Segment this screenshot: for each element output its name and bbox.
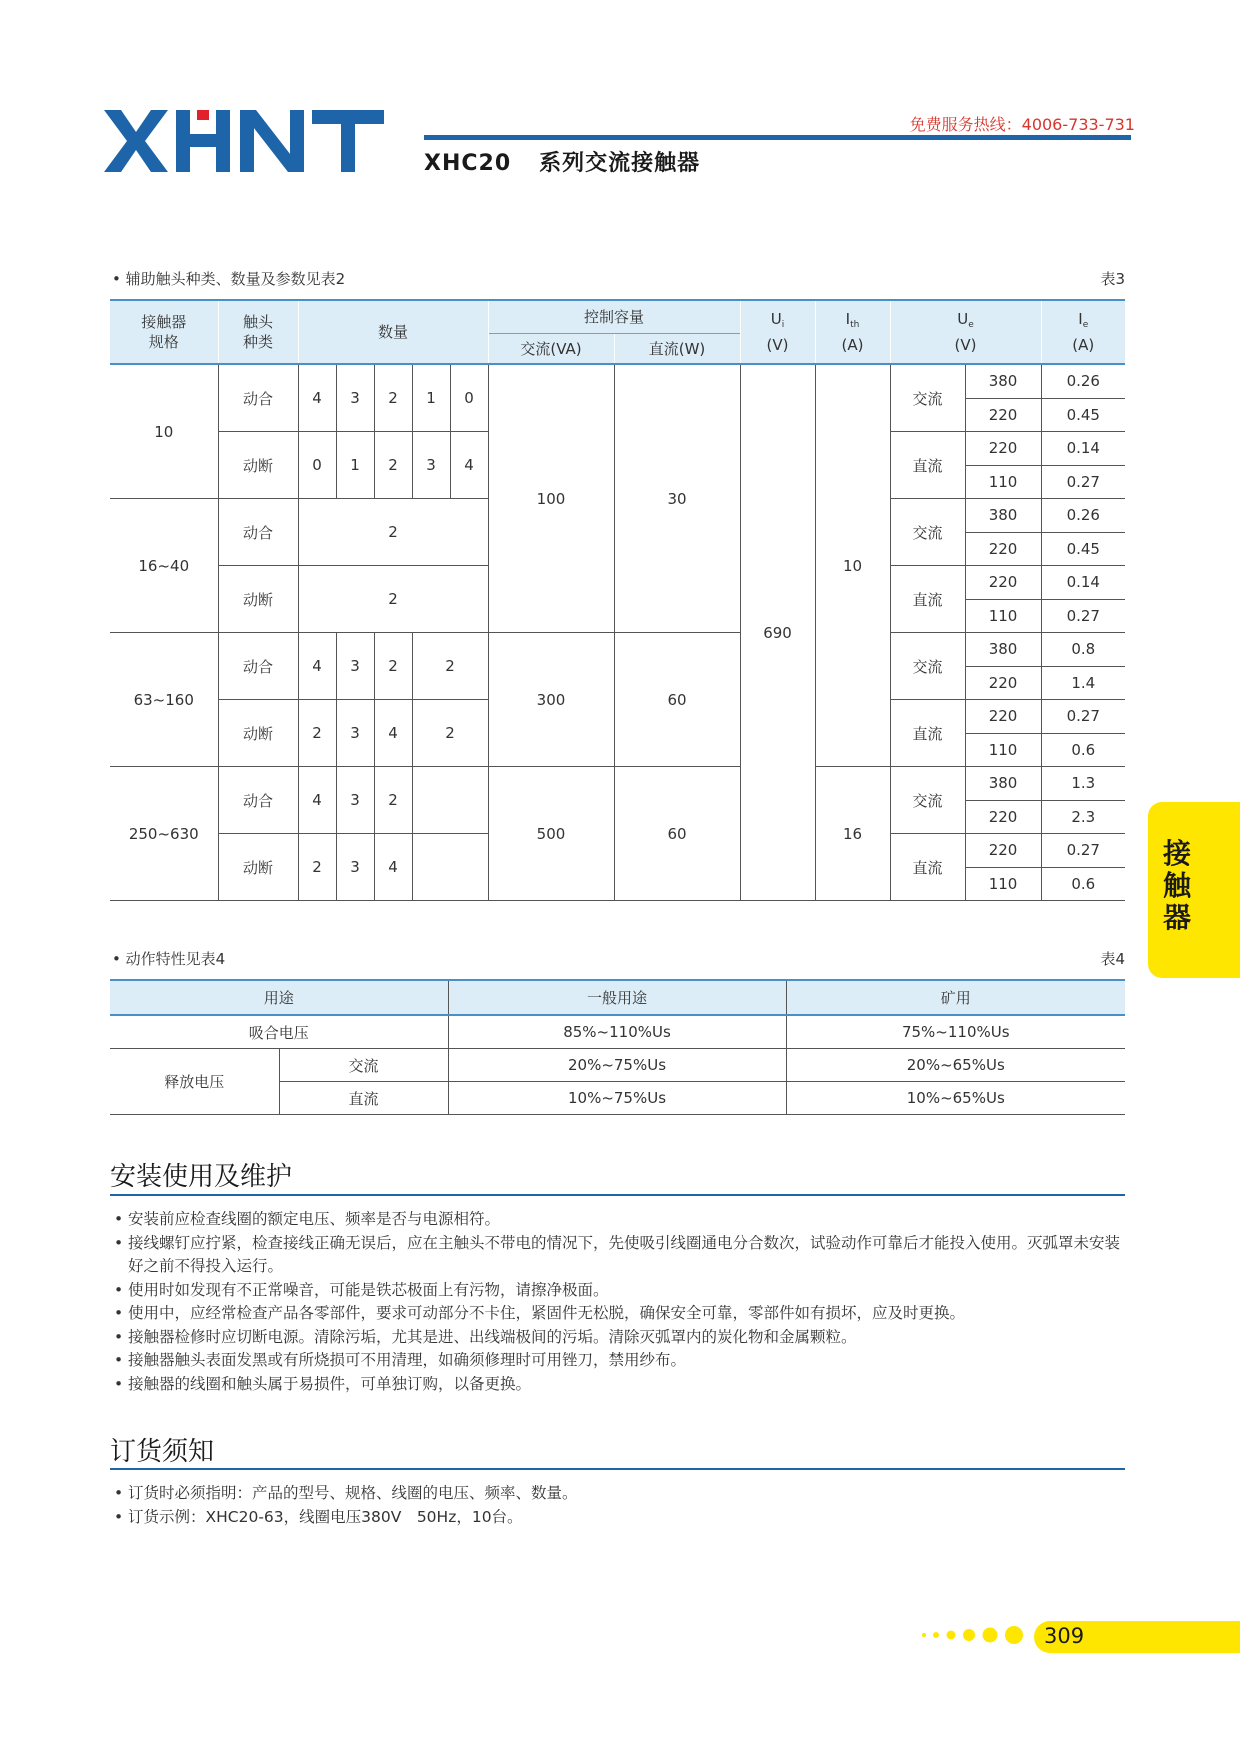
install-section-rule bbox=[110, 1194, 1125, 1196]
dc-w-cell: 30 bbox=[614, 364, 740, 633]
ith-cell: 10 bbox=[815, 364, 890, 767]
ie-cell: 2.3 bbox=[1041, 800, 1125, 834]
ie-cell: 0.26 bbox=[1041, 364, 1125, 398]
ue-cell: 110 bbox=[965, 465, 1041, 499]
ie-cell: 1.4 bbox=[1041, 666, 1125, 700]
current-type-cell: 交流 bbox=[890, 767, 965, 834]
ith-cell: 16 bbox=[815, 767, 890, 901]
ie-cell: 1.3 bbox=[1041, 767, 1125, 801]
install-section-title: 安装使用及维护 bbox=[110, 1162, 293, 1192]
ie-cell: 0.6 bbox=[1041, 733, 1125, 767]
header-dc-w: 直流(W) bbox=[614, 334, 740, 365]
ie-cell: 0.14 bbox=[1041, 432, 1125, 466]
ui-cell: 690 bbox=[740, 364, 815, 901]
contact-type-cell: 动断 bbox=[218, 700, 298, 767]
ue-cell: 220 bbox=[965, 566, 1041, 600]
contact-type-cell: 动合 bbox=[218, 364, 298, 432]
header-usage: 用途 bbox=[110, 980, 448, 1015]
ie-cell: 0.45 bbox=[1041, 398, 1125, 432]
current-type-cell: 交流 bbox=[890, 633, 965, 700]
header-general-use: 一般用途 bbox=[448, 980, 786, 1015]
qty-cell bbox=[412, 767, 488, 834]
ac-va-cell: 300 bbox=[488, 633, 614, 767]
contact-type-cell: 动断 bbox=[218, 566, 298, 633]
current-type-cell: 直流 bbox=[890, 834, 965, 901]
order-list bbox=[112, 1482, 1132, 1529]
service-hotline: 免费服务热线：4006-733-731 bbox=[909, 115, 1135, 134]
ue-cell: 380 bbox=[965, 633, 1041, 667]
qty-cell: 3 bbox=[336, 364, 374, 432]
ue-cell: 110 bbox=[965, 599, 1041, 633]
ue-cell: 220 bbox=[965, 700, 1041, 734]
qty-cell: 2 bbox=[374, 633, 412, 700]
qty-cell: 0 bbox=[298, 432, 336, 499]
release-ac-general-value: 20%~75%Us bbox=[448, 1049, 786, 1082]
spec-cell: 250~630 bbox=[110, 767, 218, 901]
release-voltage-label: 释放电压 bbox=[110, 1049, 279, 1115]
current-type-cell: 直流 bbox=[890, 700, 965, 767]
list-item: • 接线螺钉应拧紧，检查接线正确无误后，应在主触头不带电的情况下，先使吸引线圈通电分合数次，试验动作可靠后才能投入使用。灭弧罩未安装好之前不得投入运行。 bbox=[112, 1232, 1132, 1279]
table4-operating-characteristics bbox=[110, 979, 1125, 1115]
order-section-rule bbox=[110, 1468, 1125, 1470]
contact-type-cell: 动合 bbox=[218, 767, 298, 834]
order-section-title: 订货须知 bbox=[110, 1437, 215, 1467]
ie-cell: 0.8 bbox=[1041, 633, 1125, 667]
qty-cell: 1 bbox=[336, 432, 374, 499]
current-type-cell: 交流 bbox=[890, 364, 965, 432]
list-item: • 安装前应检查线圈的额定电压、频率是否与电源相符。 bbox=[112, 1208, 1132, 1232]
ue-cell: 220 bbox=[965, 666, 1041, 700]
release-type-ac: 交流 bbox=[279, 1049, 448, 1082]
page-dots-decoration bbox=[920, 1623, 1032, 1651]
qty-cell: 2 bbox=[298, 700, 336, 767]
header-control-capacity: 控制容量 bbox=[488, 300, 740, 334]
table4-label: 表4 bbox=[1100, 950, 1125, 968]
table4-caption: • 动作特性见表4 bbox=[112, 950, 226, 968]
qty-cell: 2 bbox=[374, 432, 412, 499]
release-dc-general-value: 10%~75%Us bbox=[448, 1082, 786, 1115]
qty-cell: 4 bbox=[298, 633, 336, 700]
title-series: 系列交流接触器 bbox=[539, 151, 701, 176]
pickup-mining-value: 75%~110%Us bbox=[786, 1015, 1125, 1049]
qty-cell: 1 bbox=[412, 364, 450, 432]
list-item: • 接触器触头表面发黑或有所烧损可不用清理，如确须修理时可用锉刀，禁用纱布。 bbox=[112, 1349, 1132, 1373]
release-dc-mining-value: 10%~65%Us bbox=[786, 1082, 1125, 1115]
qty-cell: 2 bbox=[298, 499, 488, 566]
ie-cell: 0.45 bbox=[1041, 532, 1125, 566]
ue-cell: 380 bbox=[965, 499, 1041, 533]
page-number-badge bbox=[1034, 1621, 1240, 1653]
current-type-cell: 直流 bbox=[890, 432, 965, 499]
qty-cell: 4 bbox=[374, 700, 412, 767]
header-mining-use: 矿用 bbox=[786, 980, 1125, 1015]
qty-cell: 3 bbox=[336, 834, 374, 901]
ue-cell: 220 bbox=[965, 532, 1041, 566]
ue-cell: 220 bbox=[965, 834, 1041, 868]
qty-cell: 3 bbox=[412, 432, 450, 499]
header-ac-va: 交流(VA) bbox=[488, 334, 614, 365]
ie-cell: 0.27 bbox=[1041, 834, 1125, 868]
list-item: • 接触器的线圈和触头属于易损件，可单独订购，以备更换。 bbox=[112, 1373, 1132, 1397]
contact-type-cell: 动断 bbox=[218, 432, 298, 499]
ue-cell: 110 bbox=[965, 867, 1041, 901]
contact-type-cell: 动合 bbox=[218, 499, 298, 566]
ue-cell: 220 bbox=[965, 398, 1041, 432]
header-rule bbox=[424, 135, 1131, 140]
side-tab-label: 接触器 bbox=[1162, 837, 1191, 934]
qty-cell: 2 bbox=[298, 566, 488, 633]
ie-cell: 0.14 bbox=[1041, 566, 1125, 600]
ue-cell: 220 bbox=[965, 432, 1041, 466]
release-type-dc: 直流 bbox=[279, 1082, 448, 1115]
ue-cell: 220 bbox=[965, 800, 1041, 834]
list-item: • 订货示例：XHC20-63，线圈电压380V 50Hz，10台。 bbox=[112, 1506, 1132, 1530]
qty-cell: 3 bbox=[336, 767, 374, 834]
qty-cell: 3 bbox=[336, 633, 374, 700]
list-item: • 订货时必须指明：产品的型号、规格、线圈的电压、频率、数量。 bbox=[112, 1482, 1132, 1506]
header-ie: $I_e$ (A) bbox=[1041, 300, 1125, 364]
ue-cell: 110 bbox=[965, 733, 1041, 767]
qty-cell: 2 bbox=[374, 767, 412, 834]
qty-cell bbox=[412, 834, 488, 901]
header-quantity: 数量 bbox=[298, 300, 488, 364]
spec-cell: 63~160 bbox=[110, 633, 218, 767]
qty-cell: 4 bbox=[298, 364, 336, 432]
side-category-tab[interactable] bbox=[1148, 802, 1240, 978]
ue-cell: 380 bbox=[965, 364, 1041, 398]
list-item: • 使用中，应经常检查产品各零部件，要求可动部分不卡住，紧固件无松脱，确保安全可靠，零部件如有损坏，应及时更换。 bbox=[112, 1302, 1132, 1326]
dc-w-cell: 60 bbox=[614, 767, 740, 901]
list-item: • 使用时如发现有不正常噪音，可能是铁芯极面上有污物，请擦净极面。 bbox=[112, 1279, 1132, 1303]
header-contact-type: 触头种类 bbox=[218, 300, 298, 364]
page-number: 309 bbox=[1044, 1624, 1085, 1648]
qty-cell: 4 bbox=[450, 432, 488, 499]
qty-cell: 4 bbox=[298, 767, 336, 834]
dc-w-cell: 60 bbox=[614, 633, 740, 767]
qty-cell: 0 bbox=[450, 364, 488, 432]
ac-va-cell: 500 bbox=[488, 767, 614, 901]
qty-cell: 3 bbox=[336, 700, 374, 767]
current-type-cell: 直流 bbox=[890, 566, 965, 633]
contact-type-cell: 动断 bbox=[218, 834, 298, 901]
header-spec: 接触器规格 bbox=[110, 300, 218, 364]
table3-auxiliary-contacts bbox=[110, 299, 1125, 901]
release-ac-mining-value: 20%~65%Us bbox=[786, 1049, 1125, 1082]
header-ith: $I_{th}$ (A) bbox=[815, 300, 890, 364]
title-model: XHC20 bbox=[424, 151, 512, 176]
ie-cell: 0.27 bbox=[1041, 599, 1125, 633]
table3-label: 表3 bbox=[1100, 270, 1125, 288]
ie-cell: 0.26 bbox=[1041, 499, 1125, 533]
qty-cell: 2 bbox=[374, 364, 412, 432]
spec-cell: 16~40 bbox=[110, 499, 218, 633]
list-item: • 接触器检修时应切断电源。清除污垢，尤其是进、出线端极间的污垢。清除灭弧罩内的炭化物和金属颗粒。 bbox=[112, 1326, 1132, 1350]
ac-va-cell: 100 bbox=[488, 364, 614, 633]
install-list bbox=[112, 1208, 1132, 1396]
header-ui: $U_i$ (V) bbox=[740, 300, 815, 364]
qty-cell: 2 bbox=[412, 700, 488, 767]
qty-cell: 2 bbox=[412, 633, 488, 700]
xhnt-logo bbox=[104, 110, 384, 172]
contact-type-cell: 动合 bbox=[218, 633, 298, 700]
ie-cell: 0.6 bbox=[1041, 867, 1125, 901]
ue-cell: 380 bbox=[965, 767, 1041, 801]
spec-cell: 10 bbox=[154, 422, 174, 441]
document-title bbox=[424, 146, 700, 177]
header-ue: $U_e$ (V) bbox=[890, 300, 1041, 364]
pickup-general-value: 85%~110%Us bbox=[448, 1015, 786, 1049]
ie-cell: 0.27 bbox=[1041, 700, 1125, 734]
table3-caption: • 辅助触头种类、数量及参数见表2 bbox=[112, 270, 346, 288]
current-type-cell: 交流 bbox=[890, 499, 965, 566]
pickup-voltage-label: 吸合电压 bbox=[248, 1023, 309, 1042]
ie-cell: 0.27 bbox=[1041, 465, 1125, 499]
qty-cell: 2 bbox=[298, 834, 336, 901]
qty-cell: 4 bbox=[374, 834, 412, 901]
